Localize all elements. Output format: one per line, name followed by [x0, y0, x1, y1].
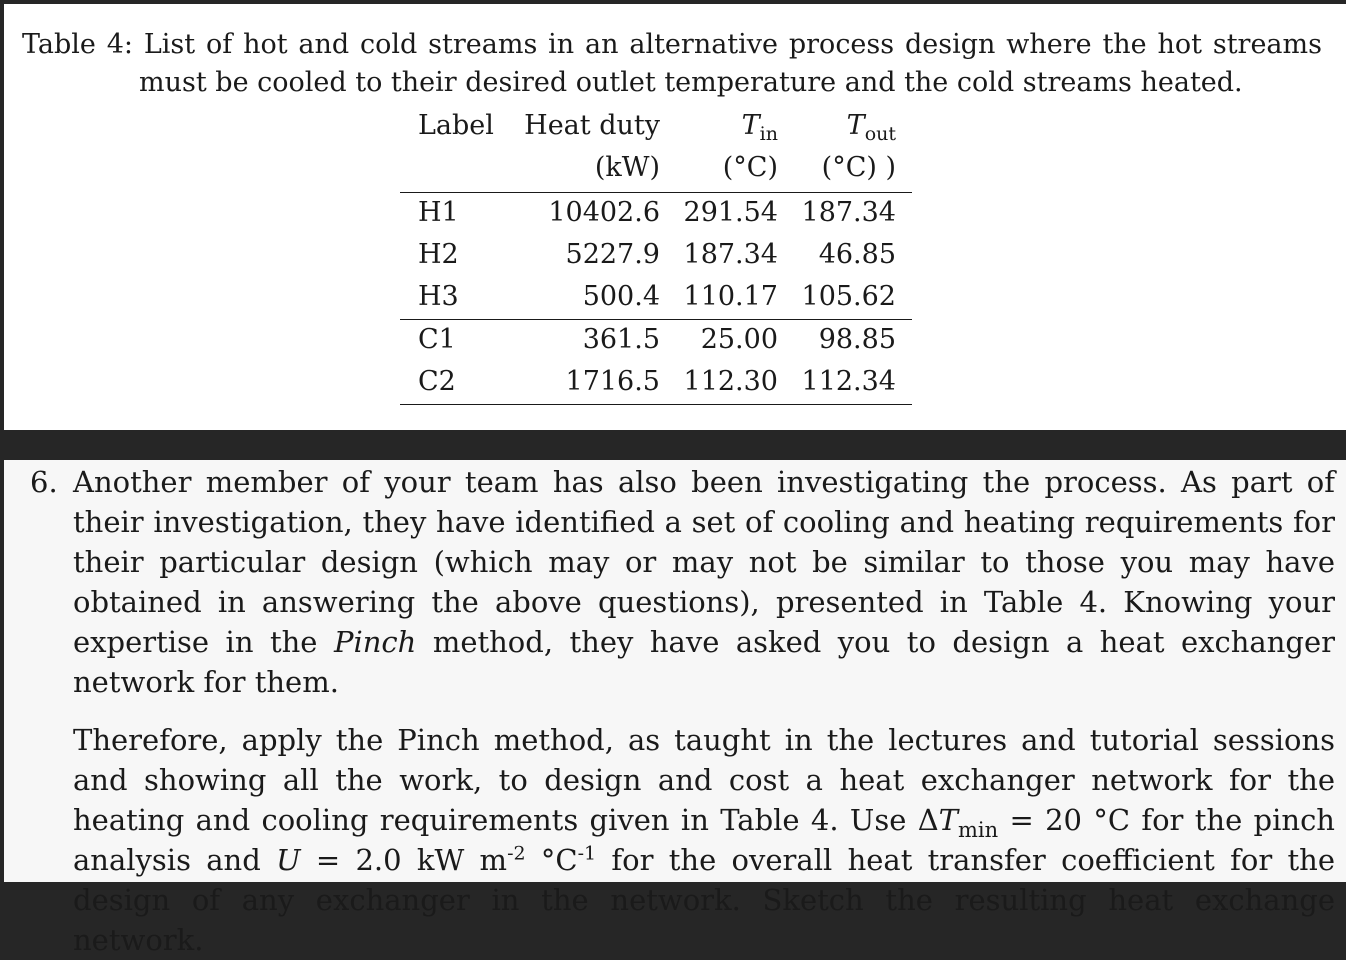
delta-t-symbol: T	[938, 803, 958, 837]
table-row	[400, 320, 912, 362]
row-t-in: 187.34	[683, 239, 778, 270]
header-t-out	[847, 110, 896, 145]
row-heat-duty: 361.5	[582, 324, 660, 355]
bottom-rule	[400, 404, 912, 405]
header-t-in	[742, 110, 778, 145]
exponent-m: -2	[507, 842, 526, 865]
exponent-c: -1	[577, 842, 597, 865]
table-header-row	[400, 108, 912, 150]
row-heat-duty: 1716.5	[565, 366, 660, 397]
table-row	[400, 362, 912, 404]
row-t-in: 25.00	[700, 324, 778, 355]
row-heat-duty: 10402.6	[548, 197, 660, 228]
header-t-out-symbol: T	[846, 110, 865, 141]
question-body	[73, 462, 1335, 960]
paragraph-2-text-c: = 2.0 kW m	[300, 843, 508, 877]
row-heat-duty: 500.4	[582, 281, 660, 312]
pinch-emphasis: Pinch	[333, 625, 417, 659]
row-t-out: 98.85	[818, 324, 896, 355]
caption-line-1: Table 4: List of hot and cold streams in an alternative process design where the hot streams	[22, 29, 1322, 60]
row-t-in: 110.17	[683, 281, 778, 312]
table-row	[400, 193, 912, 235]
row-t-out: 187.34	[801, 197, 896, 228]
header-heat-duty: Heat duty	[524, 110, 660, 141]
paragraph-1-text-a: Another member of your team has also been investigating the process. As part of their investigation, they have identified a set of cooling and heating requirements for their particular design (which may or may not be similar to those you may have obtained in answering the above questions), presented in Table 4. Knowing your expertise in the	[73, 465, 1335, 659]
streams-table	[400, 108, 912, 405]
table-row	[400, 235, 912, 277]
row-label: H1	[418, 197, 459, 228]
row-label: C2	[418, 366, 456, 397]
row-t-in: 291.54	[683, 197, 778, 228]
row-label: C1	[418, 324, 456, 355]
header-t-in-subscript: in	[759, 123, 778, 145]
table-row	[400, 277, 912, 319]
paragraph-2-text-a: Therefore, apply the Pinch method, as taught in the lectures and tutorial sessions and showing all the work, to design and cost a heat exchanger network for the heating and cooling requirements given in Table 4. Use Δ	[73, 723, 1335, 837]
unit-t-out: (°C) )	[821, 152, 896, 183]
row-heat-duty: 5227.9	[565, 239, 660, 270]
header-label: Label	[418, 110, 494, 141]
row-t-out: 112.34	[801, 366, 896, 397]
header-t-out-subscript: out	[864, 123, 896, 145]
u-symbol: U	[276, 843, 301, 877]
question-paragraph-2	[73, 720, 1335, 960]
paragraph-1-text-b: method, they have asked you to design a heat exchanger network for them.	[73, 625, 1335, 699]
unit-t-in: (°C)	[722, 152, 778, 183]
paragraph-2-text-e: for the overall heat transfer coefficient for the design of any exchanger in the network. Sketch the resulting heat exchange network.	[73, 843, 1335, 957]
question-paragraph-1	[73, 462, 1335, 702]
row-label: H2	[418, 239, 459, 270]
paragraph-2-text-b: = 20 °C for the pinch analysis and	[73, 803, 1335, 877]
row-t-out: 46.85	[818, 239, 896, 270]
question-number: 6.	[30, 465, 58, 499]
delta-t-subscript: min	[958, 817, 999, 842]
row-t-in: 112.30	[683, 366, 778, 397]
table-units-row	[400, 150, 912, 192]
table-caption	[22, 26, 1322, 102]
header-t-in-symbol: T	[741, 110, 760, 141]
row-label: H3	[418, 281, 459, 312]
row-t-out: 105.62	[801, 281, 896, 312]
unit-heat-duty: (kW)	[594, 152, 660, 183]
paragraph-2-text-d: °C	[525, 843, 578, 877]
caption-line-2: must be cooled to their desired outlet temperature and the cold streams heated.	[139, 67, 1243, 98]
